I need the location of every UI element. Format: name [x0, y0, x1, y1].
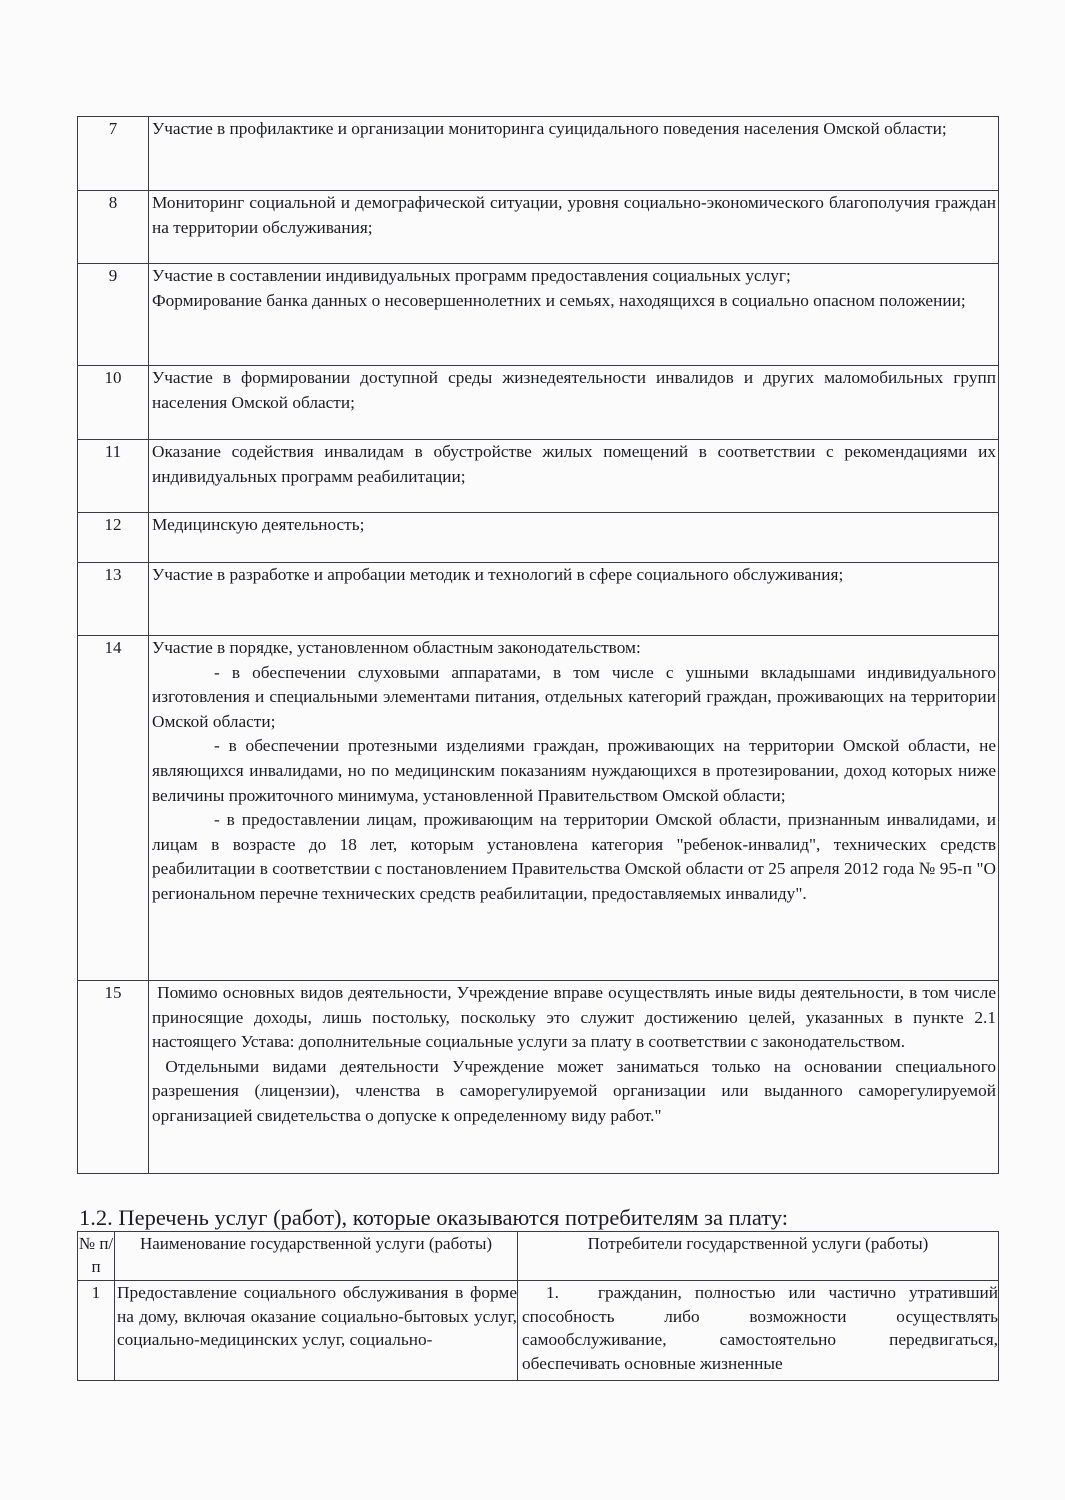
- row-content: [149, 513, 999, 563]
- row-text: [152, 563, 996, 588]
- paragraph: - в обеспечении протезными изделиями граждан, проживающих на территории Омской области, не являющихся инвалидами, но по медицинским показаниям нуждающихся в протезировании, доход которых ниже величины прожиточного минимума, установленной Правительством Омской области;: [152, 736, 996, 805]
- paragraph: Участие в формировании доступной среды жизнедеятельности инвалидов и других маломобильных групп населения Омской области;: [152, 368, 996, 412]
- paragraph: Участие в профилактике и организации мониторинга суицидального поведения населения Омской области;: [152, 119, 947, 138]
- activities-table: [77, 116, 999, 1174]
- paragraph: Участие в разработке и апробации методик и технологий в сфере социального обслуживания;: [152, 565, 844, 584]
- section-title: 1.2. Перечень услуг (работ), которые оказываются потребителям за плату:: [79, 1205, 789, 1230]
- paragraph: Участие в составлении индивидуальных программ предоставления социальных услуг;: [152, 266, 791, 285]
- row-content: [149, 563, 999, 636]
- row-number-text: 8: [108, 193, 118, 212]
- row-number: 1: [78, 1281, 115, 1381]
- row-number-text: 10: [104, 368, 122, 387]
- paragraph: Отдельными видами деятельности Учреждение может заниматься только на основании специального разрешения (лицензии), членства в саморегулируемой организации или выданного саморегулируемой организацией свидетельства о допуске к определенному виду работ.": [152, 1056, 1001, 1125]
- row-number: [78, 636, 149, 981]
- table-row: [78, 117, 999, 191]
- row-number-text: 15: [104, 983, 122, 1002]
- row-text: [152, 440, 996, 489]
- service-name: [115, 1281, 518, 1381]
- row-content: [149, 264, 999, 366]
- row-text: [152, 366, 996, 415]
- row-number-text: 7: [108, 119, 118, 138]
- row-text: [152, 117, 996, 142]
- row-number: [78, 440, 149, 513]
- row-number: [78, 191, 149, 264]
- service-consumers: [518, 1281, 1003, 1381]
- row-number-text: 14: [104, 638, 122, 657]
- row-number: [78, 563, 149, 636]
- row-content: [149, 636, 999, 981]
- row-text: [152, 264, 996, 313]
- paragraph: Формирование банка данных о несовершеннолетних и семьях, находящихся в социально опасном положении;: [152, 290, 966, 310]
- table-row: [78, 513, 999, 563]
- row-number: [78, 513, 149, 563]
- row-text: [152, 191, 996, 240]
- table-row: [78, 440, 999, 513]
- table-row: [78, 563, 999, 636]
- service-consumers-text: 1. гражданин, полностью или частично утративший способность либо возможности осуществлять самообслуживание, самостоятельно передвигаться, обеспечивать основные жизненные: [522, 1283, 1003, 1373]
- row-content: [149, 366, 999, 440]
- paragraph: Мониторинг социальной и демографической ситуации, уровня социально-экономического благополучия граждан на территории обслуживания;: [152, 193, 996, 237]
- table-row: [78, 636, 999, 981]
- table-row: [78, 981, 999, 1174]
- paragraph: Помимо основных видов деятельности, Учреждение вправе осуществлять иные виды деятельности, в том числе приносящие доходы, лишь постольку, поскольку это служит достижению целей, указанных в пункте 2.1 настоящего Устава: дополнительные социальные услуги за плату в соответствии с законодательством.: [152, 983, 1001, 1052]
- paid-services-table: [77, 1231, 1003, 1381]
- paragraph: Медицинскую деятельность;: [152, 515, 365, 534]
- service-name-text: Предоставление социального обслуживания в форме на дому, включая оказание социально-бытовых услуг, социально-медицинских услуг, социально-: [117, 1283, 517, 1350]
- row-number: [78, 981, 149, 1174]
- row-content: [149, 981, 999, 1174]
- row-number: [78, 366, 149, 440]
- row-content: [149, 440, 999, 513]
- row-content: [149, 191, 999, 264]
- header-num: № п/п: [78, 1232, 115, 1281]
- row-text: [152, 513, 996, 538]
- table-row: [78, 191, 999, 264]
- header-consumers: Потребители государственной услуги (работы): [518, 1232, 999, 1281]
- row-number: [78, 117, 149, 191]
- table-row: [78, 264, 999, 366]
- paragraph: - в предоставлении лицам, проживающим на территории Омской области, признанным инвалидами, и лицам в возрасте до 18 лет, которым установлена категория "ребенок-инвалид", технических средств реабилитации в соответствии с постановлением Правительства Омской области от 25 апреля 2012 года № 95-п "О региональном перечне технических средств реабилитации, предоставляемых инвалиду".: [152, 810, 996, 903]
- row-number-text: 11: [104, 442, 122, 461]
- paragraph: Оказание содействия инвалидам в обустройстве жилых помещений в соответствии с рекомендациями их индивидуальных программ реабилитации;: [152, 442, 996, 486]
- table-row: [78, 1281, 999, 1381]
- row-number-text: 12: [104, 515, 122, 534]
- row-number: [78, 264, 149, 366]
- row-text: [152, 981, 1001, 1129]
- table-row: [78, 366, 999, 440]
- table-header-row: [78, 1232, 999, 1281]
- row-number-text: 13: [104, 565, 122, 584]
- row-text: [152, 636, 996, 907]
- row-number-text: 9: [108, 266, 118, 285]
- row-content: [149, 117, 999, 191]
- paragraph: - в обеспечении слуховыми аппаратами, в том числе с ушными вкладышами индивидуального изготовления и специальными элементами питания, отдельных категорий граждан, проживающих на территории Омской области;: [152, 662, 996, 731]
- paragraph: Участие в порядке, установленном областным законодательством:: [152, 638, 641, 657]
- header-service-name: Наименование государственной услуги (работы): [115, 1232, 518, 1281]
